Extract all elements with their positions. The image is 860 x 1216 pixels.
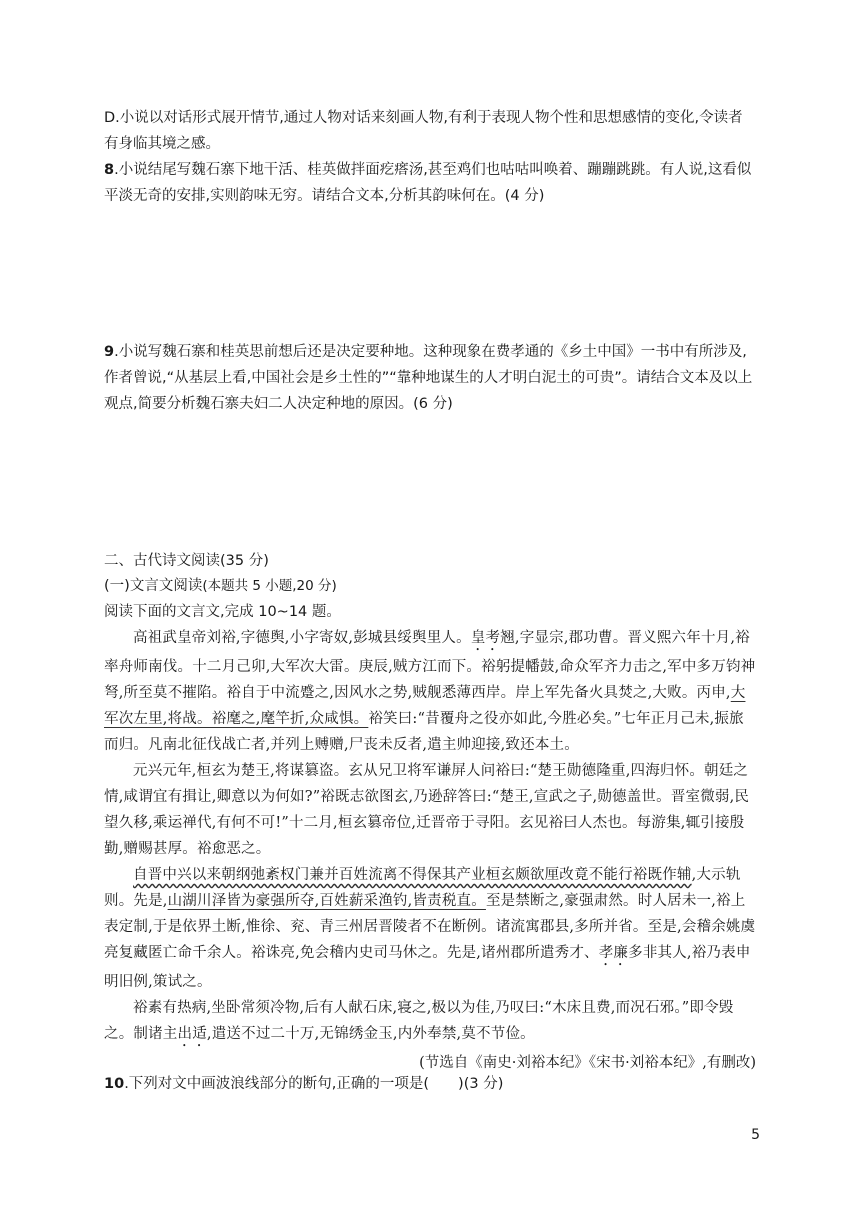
passage-paragraph-2: 元兴元年,桓玄为楚王,将谋篡盗。玄从兄卫将军谦屏人问裕曰:“楚王勋德隆重,四海归怀。朝廷之情,咸谓宜有揖让,卿意以为何如?”裕既志欲图玄,乃逊辞答曰:“楚王,宣武之子,勋德盖世。晋室微弱,民望久移,乘运禅代,有何不可!”十二月,桓玄篡帝位,迁晋帝于寻阳。玄见裕曰人杰也。每游集,辄引接殷勤,赠赐甚厚。裕愈恶之。 bbox=[104, 763, 750, 857]
passage-source: (节选自《南史·刘裕本纪》《宋书·刘裕本纪》,有删改) bbox=[419, 1055, 756, 1071]
q9-text: .小说写魏石寨和桂英思前想后还是决定要种地。这种现象在费孝通的《乡土中国》一书中有所涉及,作者曾说,“从基层上看,中国社会是乡土性的”“靠种地谋生的人才明白泥土的可贵”。请结合文本及以上观点,简要分析魏石寨夫妇二人决定种地的原因。(6 分) bbox=[104, 344, 753, 412]
q8-number: 8 bbox=[104, 162, 115, 178]
question-10 bbox=[104, 1071, 756, 1097]
q10-number: 10 bbox=[104, 1076, 125, 1092]
subsection-title bbox=[104, 573, 756, 599]
p3-text-b: 至是禁断之,豪强肃然。时人居未一,裕上表定制,于是依界土断,惟徐、兖、青三州居晋陵者不在断例。诸流寓郡县,多所并省。至是,会稽余姚虞亮复藏匿亡命千余人。裕诛亮,免会稽内史司马休之。先是,诸州郡所遣秀才、 bbox=[104, 893, 756, 961]
p1-dotted-term: 皇考 bbox=[470, 630, 501, 646]
q8-text: .小说结尾写魏石寨下地干活、桂英做拌面疙瘩汤,甚至鸡们也咕咕叫唤着、蹦蹦跳跳。有人说,这看似平淡无奇的安排,实则韵味无穷。请结合文本,分析其韵味何在。(4 分) bbox=[104, 162, 752, 204]
q7-option-d: D.小说以对话形式展开情节,通过人物对话来刻画人物,有利于表现人物个性和思想感情的变化,令读者有身临其境之感。 bbox=[104, 110, 743, 152]
p3-text-a: ,大示轨则。先是, bbox=[104, 867, 741, 909]
passage-paragraph-3 bbox=[104, 862, 756, 995]
question-9 bbox=[104, 339, 756, 417]
p4-text-c: ,遣送不过二十万,无锦绣金玉,内外奉禁,莫不节俭。 bbox=[206, 1026, 535, 1042]
p4-dotted-term: 出适 bbox=[177, 1026, 207, 1042]
p1-underlined-sentence: 大军次左里,将战。裕麾之,麾竿折,众咸惧。 bbox=[104, 685, 746, 727]
instruction: 阅读下面的文言文,完成 10~14 题。 bbox=[104, 604, 341, 620]
p1-text-c: 翘,字显宗,郡功曹。晋义熙六年十月,裕率舟师南伐。十二月己卯,大军次大雷。庚辰,贼方江而下。裕躬提幡鼓,命众军齐力击之,军中多万钧神弩,所至莫不摧陷。裕自于中流蹙之,因风水之势,贼舰悉薄西岸。岸上军先备火具焚之,大败。丙申, bbox=[104, 630, 756, 701]
classical-passage bbox=[104, 625, 756, 1076]
subsection-label: (一)文言文阅读 bbox=[104, 578, 203, 594]
p4-text-a: 裕素有热病,坐卧常须冷物,后有人献石床,寝之,极以为佳,乃叹曰:“木床且费,而况石邪。”即令毁之。制诸主 bbox=[104, 1000, 734, 1042]
section-2-title: 二、古代诗文阅读(35 分) bbox=[104, 553, 269, 569]
q10-text: .下列对文中画波浪线部分的断句,正确的一项是( )(3 分) bbox=[124, 1076, 504, 1092]
q9-number: 9 bbox=[104, 344, 115, 360]
p3-underlined-sentence: 山湖川泽皆为豪强所夺,百姓薪采渔钓,皆责税直。 bbox=[167, 893, 486, 909]
passage-paragraph-1 bbox=[104, 625, 756, 758]
subsection-note: (本题共 5 小题,20 分) bbox=[202, 578, 337, 594]
question-8 bbox=[104, 157, 756, 209]
p3-wavy-section: 自晋中兴以来朝纲弛紊权门兼并百姓流离不得保其产业桓玄颇欲厘改竟不能行裕既作辅 bbox=[133, 867, 692, 883]
p1-text-a: 高祖武皇帝刘裕,字德舆,小字寄奴,彭城县绥舆里人。 bbox=[133, 630, 471, 646]
p3-text-d: 多非其人,裕乃表申明旧例,策试之。 bbox=[104, 945, 751, 990]
p1-text-d: 裕笑曰:“昔覆舟之役亦如此,今胜必矣。”七年正月己未,振旅而归。凡南北征伐战亡者,并列上赙赠,尸丧未反者,遣主帅迎接,致还本土。 bbox=[104, 711, 744, 753]
passage-paragraph-4 bbox=[104, 995, 756, 1050]
p3-dotted-term: 孝廉 bbox=[598, 945, 629, 961]
page-number: 5 bbox=[751, 1127, 760, 1143]
